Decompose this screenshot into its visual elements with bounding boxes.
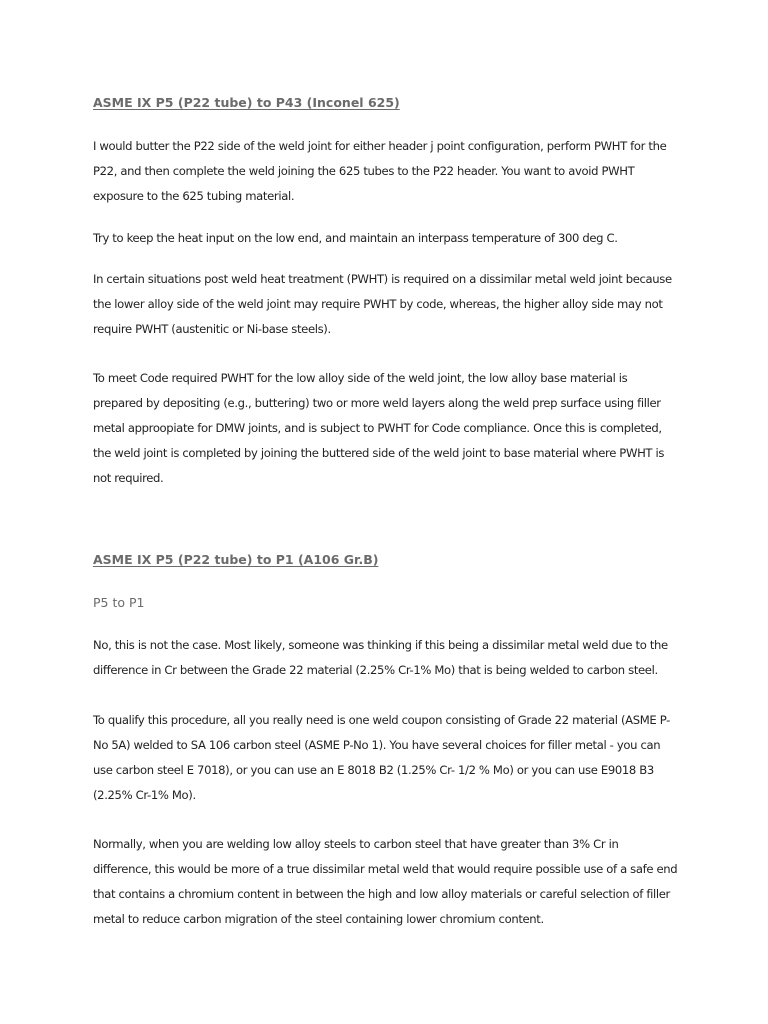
paragraph-line: exposure to the 625 tubing material. xyxy=(93,189,295,203)
section1-paragraph-1 xyxy=(93,134,683,209)
section1-paragraph-2 xyxy=(93,226,683,251)
paragraph-line: Normally, when you are welding low alloy steels to carbon steel that have greater than 3% Cr in xyxy=(93,837,619,851)
section2-paragraph-2 xyxy=(93,708,683,808)
paragraph-line: In certain situations post weld heat treatment (PWHT) is required on a dissimilar metal weld joint because xyxy=(93,272,672,286)
section2-heading: ASME IX P5 (P22 tube) to P1 (A106 Gr.B) xyxy=(93,552,379,567)
paragraph-line: To qualify this procedure, all you really need is one weld coupon consisting of Grade 22 material (ASME P- xyxy=(93,713,670,727)
section2-paragraph-1 xyxy=(93,633,683,683)
paragraph-line: No, this is not the case. Most likely, someone was thinking if this being a dissimilar metal weld due to the xyxy=(93,638,668,652)
paragraph-line: the lower alloy side of the weld joint may require PWHT by code, whereas, the higher alloy side may not xyxy=(93,297,663,311)
paragraph-line: that contains a chromium content in between the high and low alloy materials or careful selection of filler xyxy=(93,887,670,901)
section2-paragraph-3 xyxy=(93,832,683,932)
section2-subheading: P5 to P1 xyxy=(93,595,145,610)
paragraph-line: the weld joint is completed by joining the buttered side of the weld joint to base material where PWHT is xyxy=(93,446,665,460)
paragraph-line: difference in Cr between the Grade 22 material (2.25% Cr-1% Mo) that is being welded to carbon steel. xyxy=(93,663,658,677)
paragraph-line: not required. xyxy=(93,471,164,485)
section1-heading: ASME IX P5 (P22 tube) to P43 (Inconel 625) xyxy=(93,95,400,110)
paragraph-line: prepared by depositing (e.g., buttering) two or more weld layers along the weld prep surface using filler xyxy=(93,396,661,410)
paragraph-line: P22, and then complete the weld joining the 625 tubes to the P22 header. You want to avoid PWHT xyxy=(93,164,635,178)
paragraph-line: (2.25% Cr-1% Mo). xyxy=(93,788,196,802)
paragraph-line: metal approopiate for DMW joints, and is subject to PWHT for Code compliance. Once this is completed, xyxy=(93,421,662,435)
paragraph-line: require PWHT (austenitic or Ni-base steels). xyxy=(93,322,331,336)
paragraph-line: Try to keep the heat input on the low end, and maintain an interpass temperature of 300 deg C. xyxy=(93,231,618,245)
section1-paragraph-4 xyxy=(93,366,683,491)
paragraph-line: use carbon steel E 7018), or you can use an E 8018 B2 (1.25% Cr- 1/2 % Mo) or you can use E9018 B3 xyxy=(93,763,654,777)
paragraph-line: To meet Code required PWHT for the low alloy side of the weld joint, the low alloy base material is xyxy=(93,371,628,385)
paragraph-line: difference, this would be more of a true dissimilar metal weld that would require possible use of a safe end xyxy=(93,862,678,876)
paragraph-line: metal to reduce carbon migration of the steel containing lower chromium content. xyxy=(93,912,544,926)
paragraph-line: I would butter the P22 side of the weld joint for either header j point configuration, perform PWHT for the xyxy=(93,139,667,153)
section1-paragraph-3 xyxy=(93,267,683,342)
paragraph-line: No 5A) welded to SA 106 carbon steel (ASME P-No 1). You have several choices for filler metal - you can xyxy=(93,738,661,752)
